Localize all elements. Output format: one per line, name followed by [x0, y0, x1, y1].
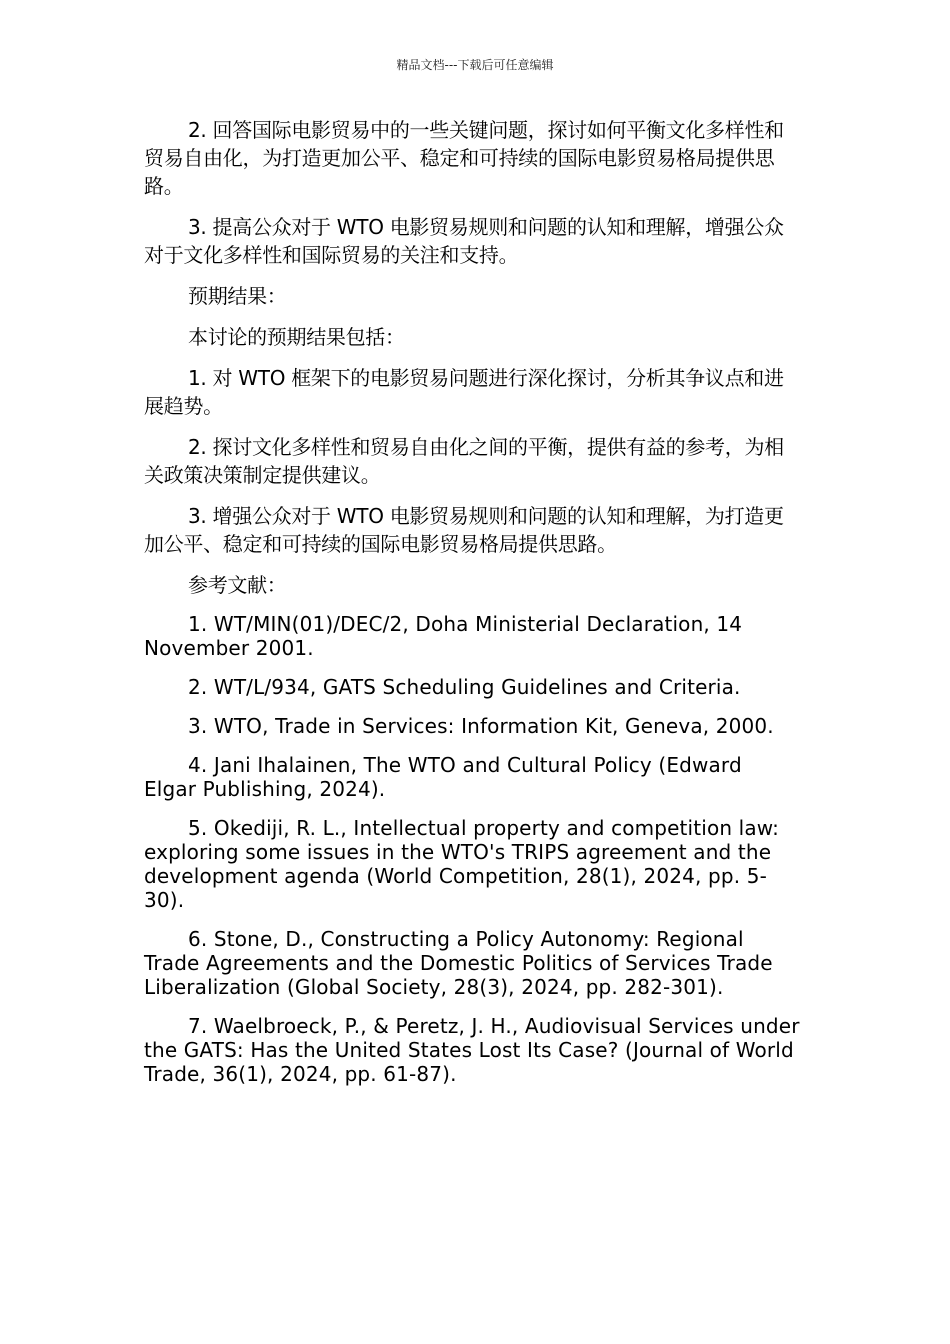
- paragraph-expected-intro: 本讨论的预期结果包括：: [188, 325, 405, 349]
- section-heading-references: 参考文献：: [188, 573, 287, 597]
- document-body: [144, 116, 800, 1101]
- page-header: 精品文档---下载后可任意编辑: [396, 58, 554, 72]
- reference-item: 4. Jani Ihalainen, The WTO and Cultural Policy (Edward Elgar Publishing, 2024).: [144, 753, 742, 801]
- paragraph-objective-2: 2. 回答国际电影贸易中的一些关键问题，探讨如何平衡文化多样性和贸易自由化，为打造更加公平、稳定和可持续的国际电影贸易格局提供思路。: [144, 118, 784, 198]
- reference-item: 5. Okediji, R. L., Intellectual property and competition law: exploring some issues in the WTO's TRIPS agreement and the development agenda (World Competition, 28(1), 2024, pp. 5-30).: [144, 816, 780, 912]
- reference-item: 2. WT/L/934, GATS Scheduling Guidelines and Criteria.: [188, 675, 741, 699]
- section-heading-expected-results: 预期结果：: [188, 284, 287, 308]
- reference-item: 3. WTO, Trade in Services: Information Kit, Geneva, 2000.: [188, 714, 774, 738]
- reference-item: 7. Waelbroeck, P., & Peretz, J. H., Audiovisual Services under the GATS: Has the United States Lost Its Case? (Journal of World Trade, 36(1), 2024, pp. 61-87).: [144, 1014, 800, 1086]
- paragraph-objective-3: 3. 提高公众对于 WTO 电影贸易规则和问题的认知和理解，增强公众对于文化多样性和国际贸易的关注和支持。: [144, 215, 784, 267]
- paragraph-expected-3: 3. 增强公众对于 WTO 电影贸易规则和问题的认知和理解，为打造更加公平、稳定和可持续的国际电影贸易格局提供思路。: [144, 504, 784, 556]
- paragraph-expected-1: 1. 对 WTO 框架下的电影贸易问题进行深化探讨，分析其争议点和进展趋势。: [144, 366, 784, 418]
- reference-item: 6. Stone, D., Constructing a Policy Autonomy: Regional Trade Agreements and the Domestic Politics of Services Trade Liberalization (Global Society, 28(3), 2024, pp. 282-301).: [144, 927, 773, 999]
- reference-item: 1. WT/MIN(01)/DEC/2, Doha Ministerial Declaration, 14 November 2001.: [144, 612, 743, 660]
- paragraph-expected-2: 2. 探讨文化多样性和贸易自由化之间的平衡，提供有益的参考，为相关政策决策制定提供建议。: [144, 435, 784, 487]
